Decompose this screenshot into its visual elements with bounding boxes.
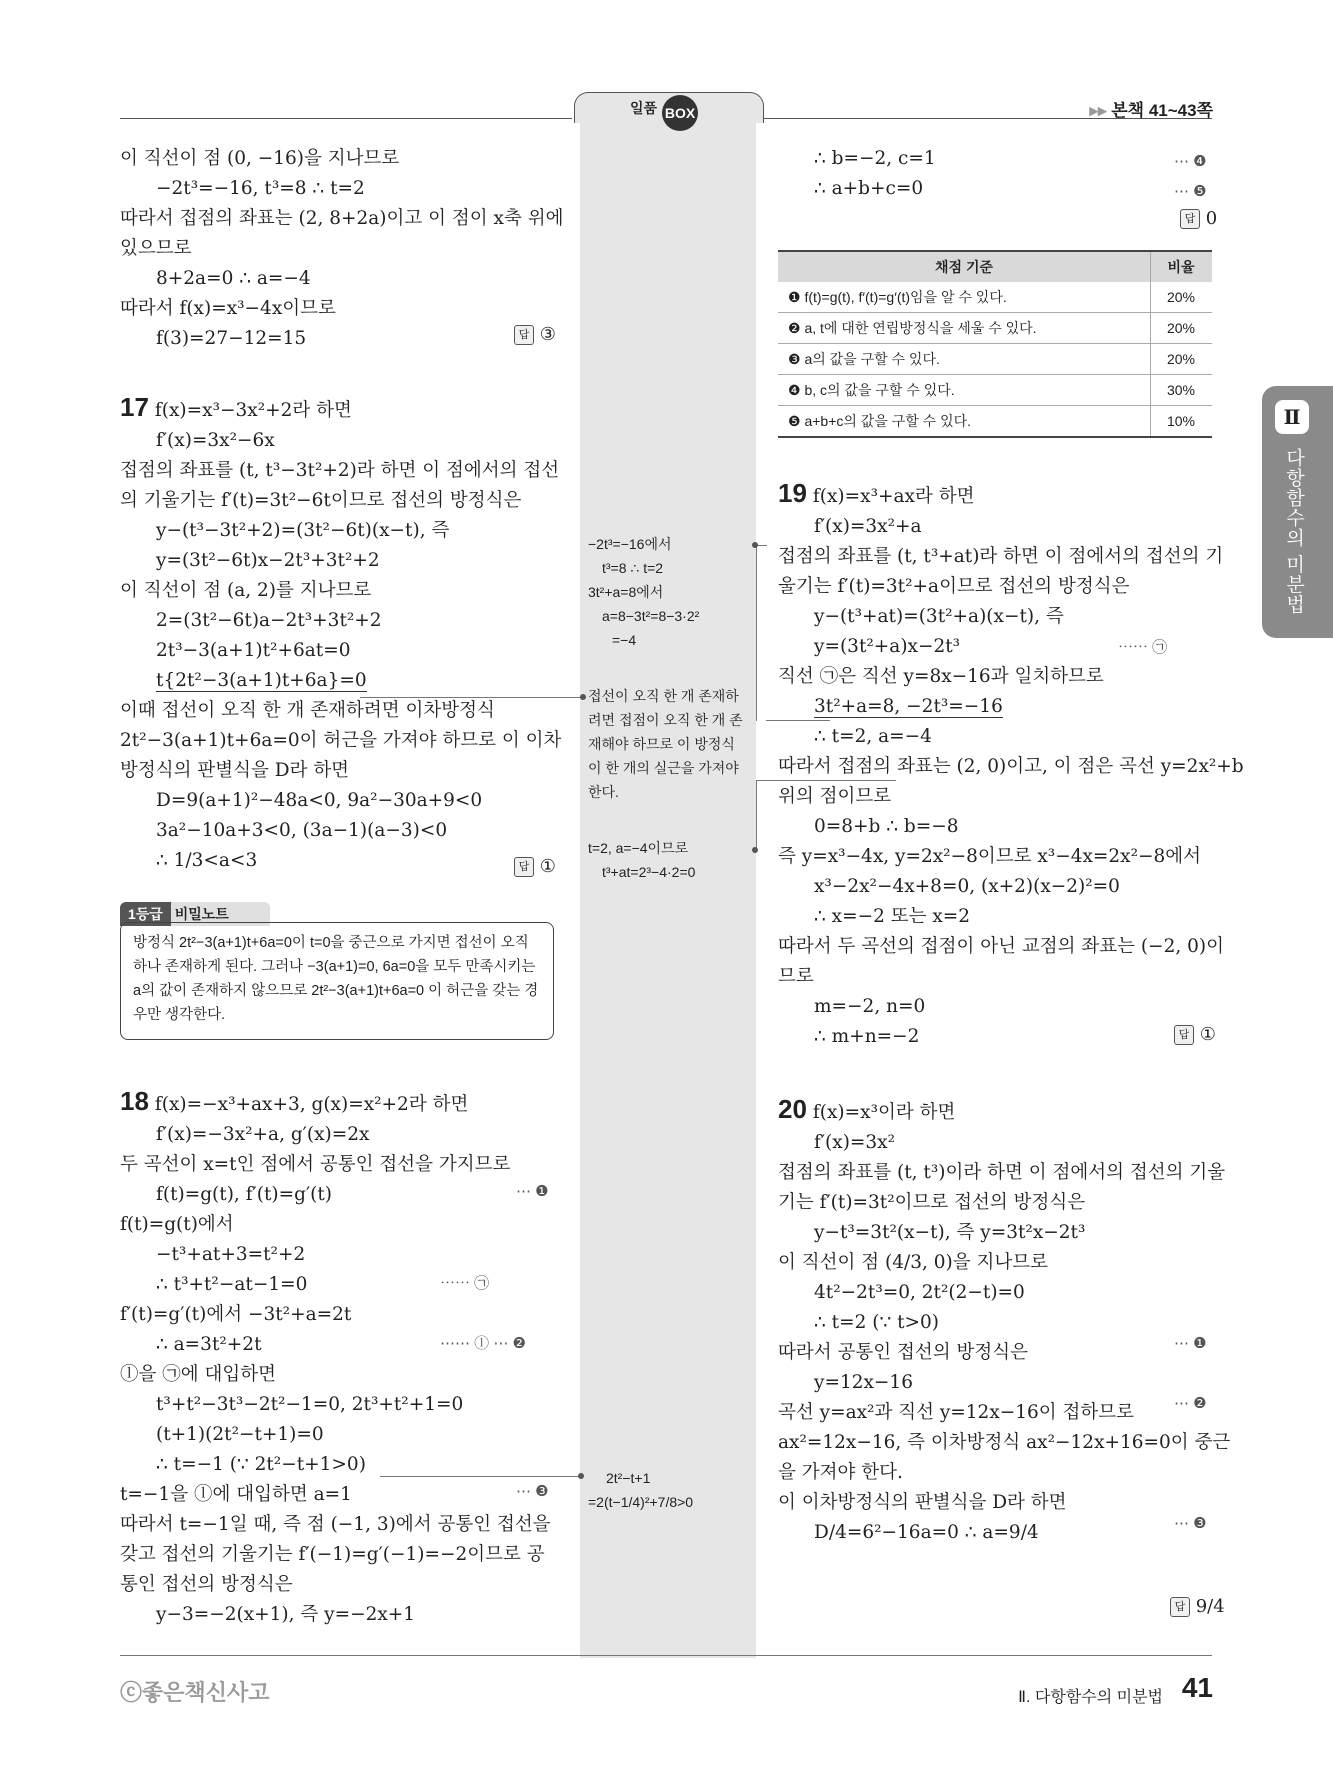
problem-18-cont: [778, 144, 1218, 204]
text-line: 따라서 공통인 접선의 방정식은: [778, 1342, 1028, 1363]
step-marker-a: ⋯⋯ ㉠: [1118, 639, 1168, 656]
connector-dot: [752, 542, 758, 548]
equation-line: 8+2a=0 ∴ a=−4: [156, 268, 311, 289]
equation-line: ∴ t=−1 (∵ 2t²−t+1>0): [156, 1454, 366, 1475]
text-line: 접점의 좌표를 (t, t³−3t²+2)라 하면 이 점에서의 접선: [120, 460, 560, 481]
side-note-line: t³+at=2³−4·2=0: [602, 864, 696, 880]
text-line: ⓛ을 ㉠에 대입하면: [120, 1364, 276, 1385]
side-note-2: [588, 684, 743, 804]
equation-line: −t³+at+3=t²+2: [156, 1244, 306, 1265]
page-reference-text: 본책 41~43쪽: [1111, 101, 1213, 120]
grade-label: 1등급: [120, 902, 171, 926]
side-note-4: [588, 1466, 693, 1514]
publisher-logo: ⓒ좋은책신사고: [120, 1680, 270, 1705]
problem-20: [778, 1094, 1231, 1548]
answer-value: 0: [1205, 208, 1218, 229]
equation-line: ∴ b=−2, c=1: [814, 148, 936, 169]
problem-number: 19: [778, 478, 807, 508]
text-line: 접점의 좌표를 (t, t³+at)라 하면 이 점에서의 접선의 기: [778, 546, 1224, 567]
connector-line: [360, 697, 582, 698]
text-line: 이 직선이 점 (0, −16)을 지나므로: [120, 148, 400, 169]
step-marker-2: ⋯ ❷: [1174, 1395, 1207, 1412]
step-marker-5: ⋯ ❺: [1174, 183, 1207, 200]
text-line: t=−1을 ⓛ에 대입하면 a=1: [120, 1484, 352, 1505]
equation-line: D=9(a+1)²−48a<0, 9a²−30a+9<0: [156, 790, 483, 811]
answer-18: [1180, 208, 1217, 229]
text-line: 직선 ㉠은 직선 y=8x−16과 일치하므로: [778, 666, 1104, 687]
side-note-line: −2t³=−16에서: [588, 536, 672, 552]
text-line: 갖고 접선의 기울기는 f′(−1)=g′(−1)=−2이므로 공: [120, 1544, 545, 1565]
page-number: 41: [1181, 1672, 1213, 1703]
equation-line: f′(x)=3x²+a: [814, 516, 922, 537]
side-note-line: a=8−3t²=8−3·2²: [602, 608, 700, 624]
side-note-line: =2(t−1/4)²+7/8>0: [588, 1494, 694, 1510]
equation-line: m=−2, n=0: [814, 996, 926, 1017]
scoring-table: [778, 250, 1212, 438]
equation-line: y=(3t²+a)x−2t³: [814, 636, 961, 657]
text-line: 므로: [778, 966, 814, 987]
answer-value: ①: [1199, 1024, 1216, 1045]
table-cell: ❶ f(t)=g(t), f′(t)=g′(t)임을 알 수 있다.: [778, 282, 1151, 313]
step-marker-3: ⋯ ❸: [516, 1483, 549, 1500]
answer-17: [514, 856, 556, 877]
footer-rule: [120, 1655, 1212, 1656]
side-note-line: t³=8 ∴ t=2: [602, 560, 664, 576]
answer-value: ①: [539, 856, 556, 877]
text-line: 2t²−3(a+1)t+6a=0이 허근을 가져야 하므로 이 이차: [120, 730, 562, 751]
text-line: 울기는 f′(t)=3t²+a이므로 접선의 방정식은: [778, 576, 1130, 597]
equation-line: y−t³=3t²(x−t), 즉 y=3t²x−2t³: [814, 1222, 1086, 1243]
equation-line: ∴ 1/3<a<3: [156, 850, 258, 871]
equation-line: f(x)=x³이라 하면: [812, 1102, 956, 1123]
answer-icon: 답: [1174, 1025, 1194, 1045]
text-line: f′(t)=g′(t)에서 −3t²+a=2t: [120, 1304, 352, 1325]
note-title: 비밀노트: [174, 906, 229, 922]
equation-line: (t+1)(2t²−t+1)=0: [156, 1424, 324, 1445]
equation-line: y−(t³+at)=(3t²+a)(x−t), 즉: [814, 606, 1064, 627]
equation-line: 2t³−3(a+1)t²+6at=0: [156, 640, 351, 661]
equation-line: y−3=−2(x+1), 즉 y=−2x+1: [156, 1604, 416, 1625]
equation-line: f(x)=x³+ax라 하면: [812, 486, 975, 507]
equation-line: f(3)=27−12=15: [156, 328, 307, 349]
text-line: 이 이차방정식의 판별식을 D라 하면: [778, 1492, 1067, 1513]
equation-line: f(x)=x³−3x²+2라 하면: [154, 400, 352, 421]
equation-line: f′(x)=3x²: [814, 1132, 896, 1153]
equation-line: x³−2x²−4x+8=0, (x+2)(x−2)²=0: [814, 876, 1120, 897]
text-line: 따라서 접점의 좌표는 (2, 8+2a)이고 이 점이 x축 위에: [120, 208, 564, 229]
connector-dot: [752, 847, 758, 853]
equation-line: f(x)=−x³+ax+3, g(x)=x²+2라 하면: [154, 1094, 469, 1115]
equation-line: ∴ m+n=−2: [814, 1026, 920, 1047]
side-note-line: t=2, a=−4이므로: [588, 840, 689, 856]
table-cell: ❸ a의 값을 구할 수 있다.: [778, 344, 1151, 375]
table-cell: ❺ a+b+c의 값을 구할 수 있다.: [778, 406, 1151, 438]
answer-icon: 답: [514, 857, 534, 877]
text-line: 방정식의 판별식을 D라 하면: [120, 760, 350, 781]
text-line: 곡선 y=ax²과 직선 y=12x−16이 접하므로: [778, 1402, 1135, 1423]
table-row: [778, 313, 1212, 344]
equation-line: f(t)=g(t), f′(t)=g′(t): [156, 1184, 333, 1205]
problem-16-cont: [120, 144, 564, 354]
chapter-title: 다항함수의 미분법: [1283, 448, 1304, 615]
equation-line: ∴ t=2 (∵ t>0): [814, 1312, 940, 1333]
problem-number: 17: [120, 392, 149, 422]
text-line: 을 가져야 한다.: [778, 1462, 903, 1483]
text-line: 따라서 t=−1일 때, 즉 점 (−1, 3)에서 공통인 접선을: [120, 1514, 551, 1535]
answer-value: 9/4: [1195, 1596, 1225, 1617]
answer-icon: 답: [1170, 1597, 1190, 1617]
page-reference: [1089, 96, 1213, 121]
text-line: ax²=12x−16, 즉 이차방정식 ax²−12x+16=0이 중근: [778, 1432, 1231, 1453]
equation-line: t³+t²−3t³−2t²−1=0, 2t³+t²+1=0: [156, 1394, 464, 1415]
answer-19: [1174, 1024, 1216, 1045]
problem-19: [778, 478, 1244, 1052]
step-marker-2: ⋯⋯ ⓛ ⋯ ❷: [440, 1335, 526, 1352]
step-marker-4: ⋯ ❹: [1174, 153, 1207, 170]
side-note-line: 접선이 오직 한 개 존재하: [588, 688, 739, 704]
connector-line: [756, 780, 767, 851]
chapter-number: Ⅱ: [1275, 400, 1309, 434]
answer-16: [514, 324, 556, 345]
table-row: [778, 344, 1212, 375]
text-line: 있으므로: [120, 238, 192, 259]
problem-number: 20: [778, 1094, 807, 1124]
text-line: 따라서 두 곡선의 접점이 아닌 교점의 좌표는 (−2, 0)이: [778, 936, 1224, 957]
side-note-line: 3t²+a=8에서: [588, 584, 664, 600]
text-line: 접점의 좌표를 (t, t³)이라 하면 이 점에서의 접선의 기울: [778, 1162, 1226, 1183]
table-row: [778, 406, 1212, 438]
equation-line: D/4=6²−16a=0 ∴ a=9/4: [814, 1522, 1039, 1543]
text-line: 의 기울기는 f′(t)=3t²−6t이므로 접선의 방정식은: [120, 490, 522, 511]
table-cell: 30%: [1151, 375, 1213, 406]
equation-line: y−(t³−3t²+2)=(3t²−6t)(x−t), 즉: [156, 520, 450, 541]
equation-line: 3a²−10a+3<0, (3a−1)(a−3)<0: [156, 820, 448, 841]
equation-line: 4t²−2t³=0, 2t²(2−t)=0: [814, 1282, 1025, 1303]
text-line: 두 곡선이 x=t인 점에서 공통인 접선을 가지므로: [120, 1154, 511, 1175]
side-note-line: 한다.: [588, 784, 619, 800]
answer-20: [1170, 1596, 1225, 1617]
connector-line: [756, 545, 767, 721]
table-cell: 20%: [1151, 344, 1213, 375]
equation-line: ∴ a=3t²+2t: [156, 1334, 262, 1355]
connector-dot: [580, 694, 586, 700]
side-note-line: 2t²−t+1: [606, 1470, 651, 1486]
text-line: 통인 접선의 방정식은: [120, 1574, 293, 1595]
text-line: 이 직선이 점 (a, 2)를 지나므로: [120, 580, 372, 601]
side-note-line: 려면 접점이 오직 한 개 존: [588, 712, 743, 728]
box-prefix: 일품: [630, 100, 658, 116]
connector-dot: [578, 1473, 584, 1479]
problem-17: [120, 392, 560, 876]
answer-icon: 답: [1180, 209, 1200, 229]
step-marker-1: ⋯ ❶: [516, 1183, 549, 1200]
text-line: 이 직선이 점 (4/3, 0)을 지나므로: [778, 1252, 1048, 1273]
header-rule-left: [120, 118, 572, 119]
side-note-line: 재해야 하므로 이 방정식: [588, 736, 735, 752]
equation-line: ∴ x=−2 또는 x=2: [814, 906, 971, 927]
text-line: f(t)=g(t)에서: [120, 1214, 234, 1235]
table-header: 채점 기준: [778, 251, 1151, 282]
equation-line: ∴ t=2, a=−4: [814, 726, 932, 747]
equation-line: 2=(3t²−6t)a−2t³+3t²+2: [156, 610, 382, 631]
table-row: [778, 282, 1212, 313]
secret-note: 방정식 2t²−3(a+1)t+6a=0이 t=0을 중근으로 가지면 접선이 오직 하나 존재하게 된다. 그러나 −3(a+1)=0, 6a=0을 모두 만족시키는 a의 값이 존재하지 않으므로 2t²−3(a+1)t+6a=0 이 허근을 갖는 경우만 생각한다.: [120, 922, 554, 1040]
answer-icon: 답: [514, 325, 534, 345]
equation-line: 3t²+a=8, −2t³=−16: [814, 696, 1003, 717]
equation-line: 0=8+b ∴ b=−8: [814, 816, 959, 837]
text-line: 기는 f′(t)=3t²이므로 접선의 방정식은: [778, 1192, 1086, 1213]
table-cell: 20%: [1151, 313, 1213, 344]
equation-line: y=(3t²−6t)x−2t³+3t²+2: [156, 550, 380, 571]
table-cell: 20%: [1151, 282, 1213, 313]
side-note-line: =−4: [612, 632, 637, 648]
equation-line: f′(x)=−3x²+a, g′(x)=2x: [156, 1124, 370, 1145]
box-badge: BOX: [662, 95, 698, 131]
problem-number: 18: [120, 1086, 149, 1116]
problem-18: [120, 1086, 560, 1630]
text-line: 따라서 f(x)=x³−4x이므로: [120, 298, 336, 319]
table-cell: ❷ a, t에 대한 연립방정식을 세울 수 있다.: [778, 313, 1151, 344]
table-header: 비율: [1151, 251, 1213, 282]
table-cell: ❹ b, c의 값을 구할 수 있다.: [778, 375, 1151, 406]
side-note-3: [588, 836, 695, 884]
equation-line: ∴ a+b+c=0: [814, 178, 924, 199]
step-marker-a: ⋯⋯ ㉠: [440, 1275, 490, 1292]
table-row: [778, 375, 1212, 406]
equation-line: y=12x−16: [814, 1372, 913, 1393]
arrow-icon: ▸▸: [1089, 101, 1112, 120]
footer-chapter: Ⅱ. 다항함수의 미분법: [1018, 1689, 1163, 1706]
side-note-1: [588, 532, 699, 652]
equation-line: ∴ t³+t²−at−1=0: [156, 1274, 308, 1295]
side-note-line: 이 한 개의 실근을 가져야: [588, 760, 739, 776]
step-marker-3: ⋯ ❸: [1174, 1515, 1207, 1532]
equation-line: −2t³=−16, t³=8 ∴ t=2: [156, 178, 365, 199]
equation-line: t{2t²−3(a+1)t+6a}=0: [156, 670, 367, 691]
step-marker-1: ⋯ ❶: [1174, 1335, 1207, 1352]
table-cell: 10%: [1151, 406, 1213, 438]
text-line: 따라서 접점의 좌표는 (2, 0)이고, 이 점은 곡선 y=2x²+b: [778, 756, 1244, 777]
equation-line: f′(x)=3x²−6x: [156, 430, 275, 451]
text-line: 즉 y=x³−4x, y=2x²−8이므로 x³−4x=2x²−8에서: [778, 846, 1202, 867]
text-line: 위의 점이므로: [778, 786, 892, 807]
answer-value: ③: [539, 324, 556, 345]
text-line: 이때 접선이 오직 한 개 존재하려면 이차방정식: [120, 700, 495, 721]
connector-line: [380, 1476, 580, 1477]
